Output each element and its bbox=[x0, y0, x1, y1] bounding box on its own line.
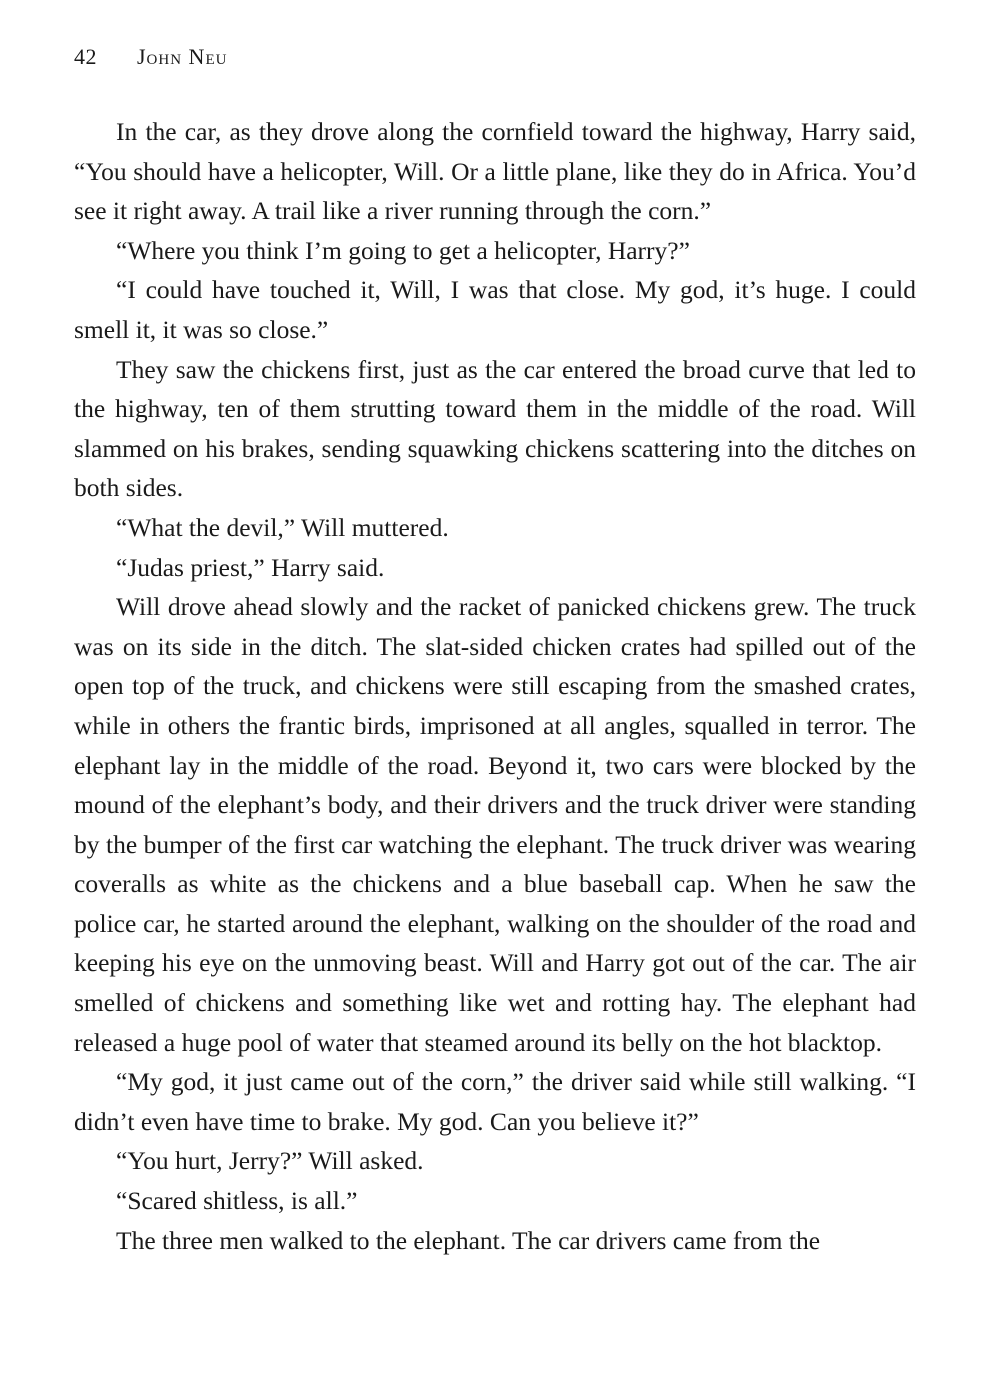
paragraph: Will drove ahead slowly and the racket of panicked chickens grew. The truck was on its side in the ditch. The slat-sided chicken crates had spilled out of the open top of the truck, and chickens were still escaping from the smashed crates, while in others the frantic birds, imprisoned at all angles, squalled in terror. The elephant lay in the middle of the road. Beyond it, two cars were blocked by the mound of the elephant’s body, and their drivers and the truck driver were standing by the bumper of the first car watching the elephant. The truck driver was wearing coveralls as white as the chickens and a blue baseball cap. When he saw the police car, he started around the elephant, walking on the shoulder of the road and keeping his eye on the unmoving beast. Will and Harry got out of the car. The air smelled of chickens and something like wet and rotting hay. The elephant had released a huge pool of water that steamed around its belly on the hot blacktop. bbox=[74, 592, 916, 1057]
paragraph: “You hurt, Jerry?” Will asked. bbox=[116, 1146, 424, 1176]
paragraph: “Where you think I’m going to get a helicopter, Harry?” bbox=[116, 235, 690, 265]
paragraph: “Judas priest,” Harry said. bbox=[116, 552, 385, 582]
paragraph: “What the devil,” Will muttered. bbox=[116, 512, 449, 542]
paragraph: In the car, as they drove along the cornfield toward the highway, Harry said, “You should have a helicopter, Will. Or a little plane, like they do in Africa. You’d see it right away. A trail like a river running through the corn.” bbox=[74, 117, 916, 226]
paragraph: The three men walked to the elephant. The car drivers came from the bbox=[116, 1225, 821, 1255]
paragraph: They saw the chickens first, just as the car entered the broad curve that led to the highway, ten of them strutting toward them in the middle of the road. Will slammed on his brakes, sending squawking chickens scattering into the ditches on both sides. bbox=[74, 354, 916, 503]
paragraph: “I could have touched it, Will, I was that close. My god, it’s huge. I could smell it, it was so close.” bbox=[74, 275, 916, 344]
paragraph: “Scared shitless, is all.” bbox=[116, 1186, 358, 1216]
body-text bbox=[74, 112, 916, 1260]
author-name: John Neu bbox=[137, 44, 228, 69]
paragraph: “My god, it just came out of the corn,” the driver said while still walking. “I didn’t even have time to brake. My god. Can you believe it?” bbox=[74, 1067, 916, 1136]
running-head bbox=[74, 44, 227, 70]
page-number: 42 bbox=[74, 44, 97, 69]
